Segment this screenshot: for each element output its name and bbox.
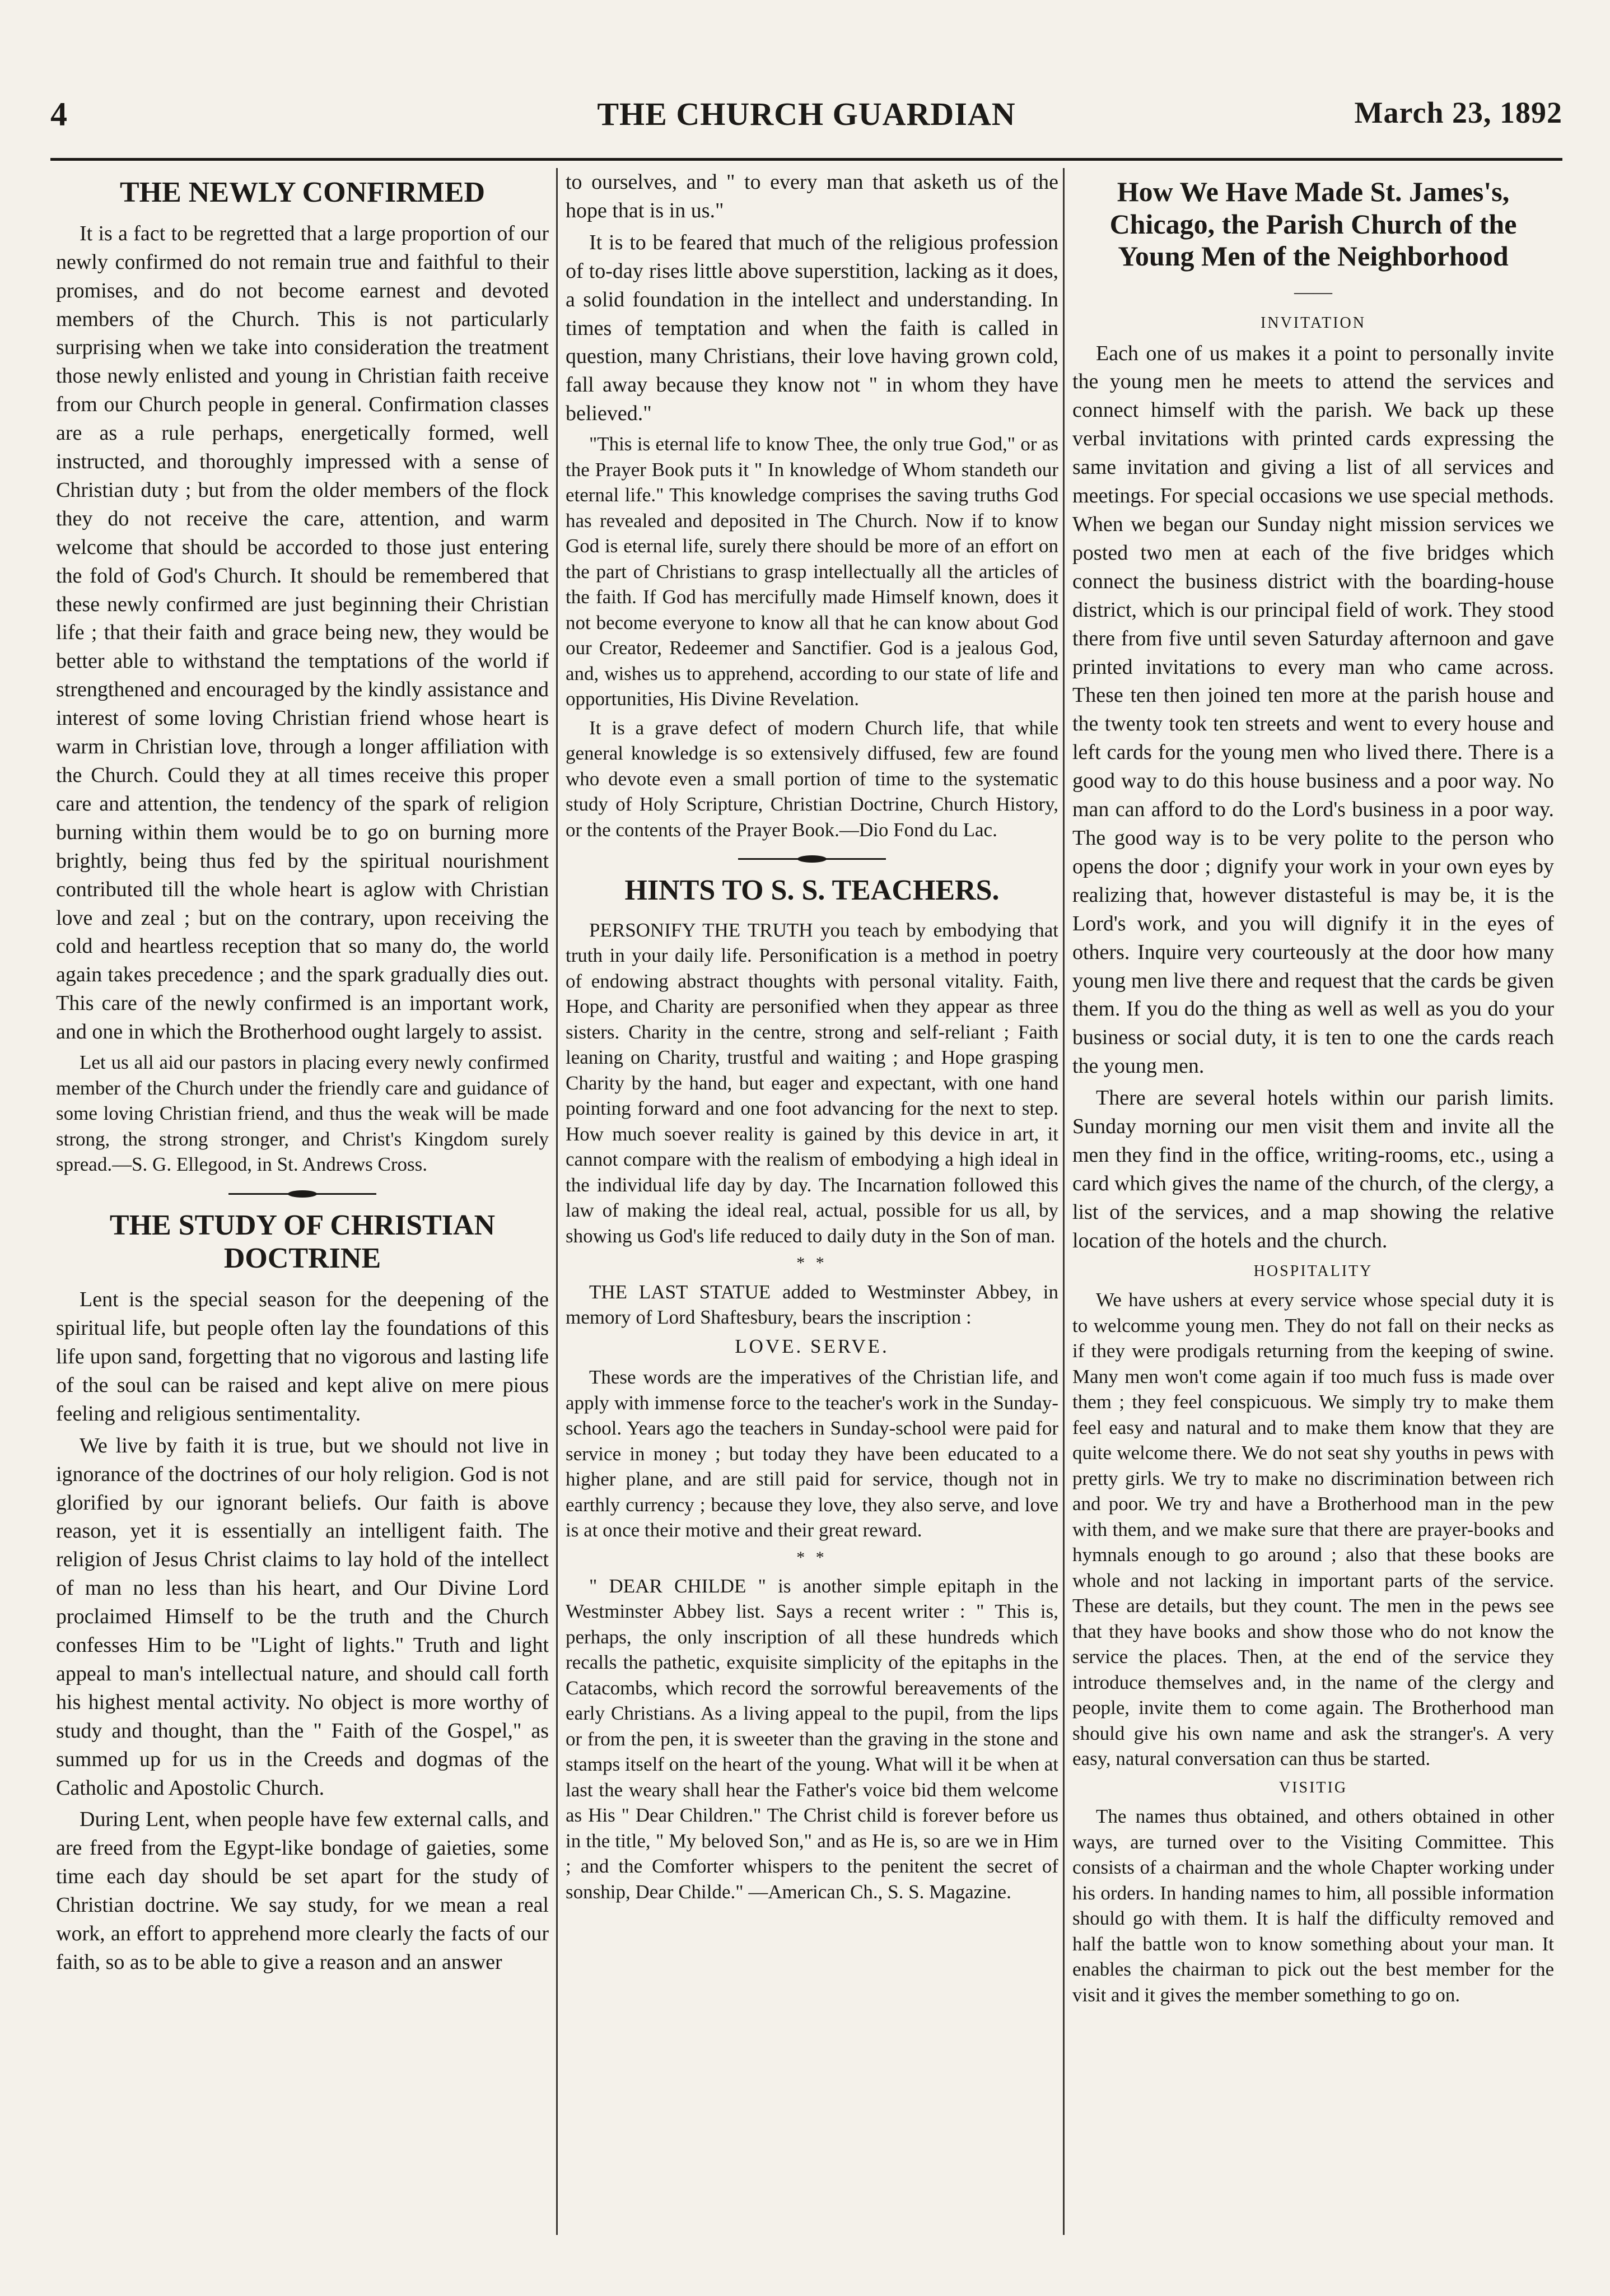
paragraph: to ourselves, and " to every man that asketh us of the hope that is in us.": [566, 170, 1058, 222]
title-dash: ——: [1294, 281, 1332, 302]
paragraph: THE LAST STATUE added to Westminster Abbey, in memory of Lord Shaftesbury, bears the inscription :: [566, 1280, 1058, 1329]
paragraph: It is a fact to be regretted that a large proportion of our newly confirmed do not remain true and faithful to their promises, and do not become earnest and devoted members of the Church. This is not particularly surprising when we take into consideration the treatment those newly enlisted and young in Christian faith receive from our Church people in general. Confirmation classes are as a rule perhaps, energetically formed, well instructed, and thoroughly impressed with a sense of Christian duty ; but from the older members of the flock they do not receive the care, attention, and warm welcome that should be accorded to those just entering the fold of God's Church. It should be remembered that these newly confirmed are just beginning their Christian life ; that their faith and grace being new, they would be better able to withstand the temptations of the world if strengthened and encouraged by the kindly assistance and interest of some loving Christian friend whose heart is warm in Christian love, through a longer affiliation with the Church. Could they at all times receive this proper care and attention, the tendency of the spark of religion burning within them would be to go on burning more brightly, being thus fed by the spiritual nourishment contributed till the whole heart is aglow with Christian love and zeal ; but on the contrary, upon receiving the cold and heartless reception that so many do, the world again takes precedence ; and the spark gradually dies out. This care of the newly confirmed is an important work, and one in which the Brotherhood ought largely to assist.: [56, 221, 549, 1044]
issue-date: March 23, 1892: [1354, 96, 1562, 129]
ornamental-divider: [566, 854, 1058, 864]
section-heading-visiting: VISITIG: [1278, 1778, 1348, 1796]
article-title-st-james: How We Have Made St. James's, Chicago, the Parish Church of the Young Men of the Neighborhood: [1109, 176, 1517, 272]
ornamental-divider: [56, 1189, 549, 1199]
paragraph: We live by faith it is true, but we should not live in ignorance of the doctrines of our holy religion. God is not glorified by our ignorant beliefs. Our faith is above reason, yet it is essentially an intelligent faith. The religion of Jesus Christ claims to lay hold of the intellect of man no less than his heart, and Our Divine Lord proclaimed Himself to be the truth and the Church confesses Him to be "Light of lights." Truth and light appeal to man's intellectual nature, and should call forth his highest mental activity. No object is more worthy of study and thought, than the " Faith of the Gospel," as summed up for us in the Creeds and dogmas of the Catholic and Apostolic Church.: [56, 1433, 549, 1800]
column-2: [566, 168, 1058, 2235]
paragraph: Each one of us makes it a point to personally invite the young men he meets to attend the services and connect himself with the parish. We back up these verbal invitations with printed cards expressing the same invitation and giving a list of all services and meetings. For special occasions we use special methods. When we began our Sunday night mission services we posted two men at each of the five bridges which connect the business district with the boarding-house district, which is our principal field of work. They stood there from five until seven Saturday afternoon and gave printed invitations to every man who came across. These ten then joined ten more at the parish house and the twenty took ten streets and went to every house and left cards for the young men who lived there. There is a good way to do this house business and a poor way. No man can afford to do the Lord's business in a poor way. The good way is to be very polite to the person who opens the door ; dignify your work in your own eyes by realizing that, however distasteful is may be, it is the Lord's work, and you will dignify it in the eyes of others. Inquire very courteously at the door how many young men live there and request that the cards be given them. If you do the thing as well as well as you do your business or social duty, it is ten to one the cards reach the young men.: [1072, 341, 1554, 1078]
paragraph: " DEAR CHILDE " is another simple epitaph in the Westminster Abbey list. Says a recent writer : " This is, perhaps, the only inscription of all these hundreds which recalls the pathetic, exquisite simplicity of the epitaphs in the Catacombs, which record the sorrowful bereavements of the early Christians. As a living appeal to the pupil, from the lips or from the pen, it is sweeter than the graving in the stone and stamps itself on the heart of the young. What will it be when at last the weary shall hear the Father's voice bid them welcome as His " Dear Children." The Christ child is forever before us in the title, " My beloved Son," and as He is, so are we in Him ; and the Comforter whispers to the penitent the secret of sonship, Dear Childe." —American Ch., S. S. Magazine.: [566, 1575, 1058, 1903]
article-title-ss-teachers: HINTS TO S. S. TEACHERS.: [624, 874, 1000, 907]
section-heading-hospitality: HOSPITALITY: [1253, 1262, 1373, 1280]
paragraph: It is to be feared that much of the religious profession of to-day rises little above superstition, lacking as it does, a solid foundation in the intellect and understanding. In times of temptation and when the faith is called in question, many Christians, their love having grown cold, fall away because they know not " in whom they have believed.": [566, 230, 1058, 426]
paragraph: There are several hotels within our parish limits. Sunday morning our men visit them and invite all the men they find in the office, writing-rooms, etc., using a card which gives the name of the church, of the clergy, a list of the services, and a map showing the relative location of the hotels and the church.: [1072, 1086, 1554, 1252]
masthead: [50, 95, 1562, 146]
column-3: [1072, 168, 1554, 2235]
column-divider: [556, 168, 558, 2235]
paragraph: The names thus obtained, and others obtained in other ways, are turned over to the Visiting Committee. This consists of a chairman and the whole Chapter working under his orders. In handing names to him, all possible information should go with them. It is half the difficulty removed and half the battle won to know something about your man. It enables the chairman to pick out the best member for the visit and it gives the member something to go on.: [1072, 1805, 1554, 2006]
paragraph: During Lent, when people have few external calls, and are freed from the Egypt-like bondage of gaieties, some time each day should be set apart for the study of Christian doctrine. We say study, for we mean a real work, an effort to apprehend more clearly the facts of our faith, so as to be able to give a reason and an answer: [56, 1808, 549, 1974]
paragraph: PERSONIFY THE TRUTH you teach by embodying that truth in your daily life. Personification is a method in poetry of endowing abstract thoughts with personal vitality. Faith, Hope, and Charity are personified when they appear as three sisters. Charity in the centre, strong and self-reliant ; Faith leaning on Charity, trustful and waiting ; and Hope grasping Charity by the hand, but eager and expectant, with one hand pointing forward and one foot advancing for the next to step. How much soever reality is gained by this device in art, it cannot compare with the realism of embodying a high ideal in the individual life day by day. The Incarnation followed this law of making the ideal real, actual, possible for us all, by showing us God's life reduced to daily duty in the Son of man.: [566, 919, 1058, 1247]
header-rule: [50, 158, 1562, 161]
paragraph: Let us all aid our pastors in placing every newly confirmed member of the Church under the friendly care and guidance of some loving Christian friend, and thus the weak will be made strong, the strong stronger, and Christ's Kingdom surely spread.—S. G. Ellegood, in St. Andrews Cross.: [56, 1051, 549, 1176]
page-number: 4: [50, 96, 67, 133]
paragraph: We have ushers at every service whose special duty it is to welcomme young men. They do not fall on their necks as if they were prodigals returning from the keeping of swine. Many men won't come again if too much fuss is made over them ; they feel conspicuous. We simply try to make them feel easy and natural and to make them know that they are quite welcome there. We do not seat shy youths in pews with pretty girls. We try to make no discrimination between rich and poor. We try and have a Brotherhood man in the pew with them, and we make sure that there are prayer-books and hymnals enough to go around ; also that these books are whole and not lacking in important parts of the service. These are details, but they count. The men in the pews see that they have books and show those who do not know the service the places. Then, at the end of the service they introduce themselves and, in the name of the clergy and people, invite them to come again. The Brotherhood man should give his own name and ask the stranger's. A very easy, natural conversation can thus be started.: [1072, 1289, 1554, 1770]
paragraph: These words are the imperatives of the Christian life, and apply with immense force to the teacher's work in the Sunday-school. Years ago the teachers in Sunday-school were paid for service in money ; but today they have been educated to a higher plane, and are still paid for service, though not in earthly currency ; because they love, they also serve, and love is at once their motive and their great reward.: [566, 1366, 1058, 1541]
column-divider: [1063, 168, 1065, 2235]
column-1: [56, 168, 549, 2235]
asterism: * *: [796, 1254, 828, 1273]
article-title-newly-confirmed: THE NEWLY CONFIRMED: [119, 176, 485, 208]
section-heading-invitation: INVITATION: [1261, 314, 1366, 332]
newspaper-title: THE CHURCH GUARDIAN: [597, 96, 1016, 132]
paragraph: "This is eternal life to know Thee, the only true God," or as the Prayer Book puts it " In knowledge of Whom standeth our eternal life." This knowledge comprises the saving truths God has revealed and deposited in The Church. Now if to know God is eternal life, surely there should be more of an effort on the part of Christians to grasp intellectually all the articles of the faith. If God has mercifully made Himself known, does it not become everyone to know all that he can know about God our Creator, Redeemer and Sanctifier. God is a jealous God, and, wishes us to apprehend, according to our state of life and opportunities, His Divine Revelation.: [566, 433, 1058, 710]
paragraph: Lent is the special season for the deepening of the spiritual life, but people often lay the foundations of this life upon sand, forgetting that no vigorous and lasting life of the soul can be raised and kept alive on mere pious feeling and religious sentimentality.: [56, 1288, 549, 1426]
paragraph: It is a grave defect of modern Church life, that while general knowledge is so extensively diffused, few are found who devote even a small portion of time to the systematic study of Holy Scripture, Christian Doctrine, Church History, or the contents of the Prayer Book.—Dio Fond du Lac.: [566, 716, 1058, 841]
article-title-christian-doctrine: THE STUDY OF CHRISTIAN DOCTRINE: [109, 1209, 496, 1275]
inscription: LOVE. SERVE.: [735, 1335, 889, 1357]
asterism: * *: [796, 1548, 828, 1567]
